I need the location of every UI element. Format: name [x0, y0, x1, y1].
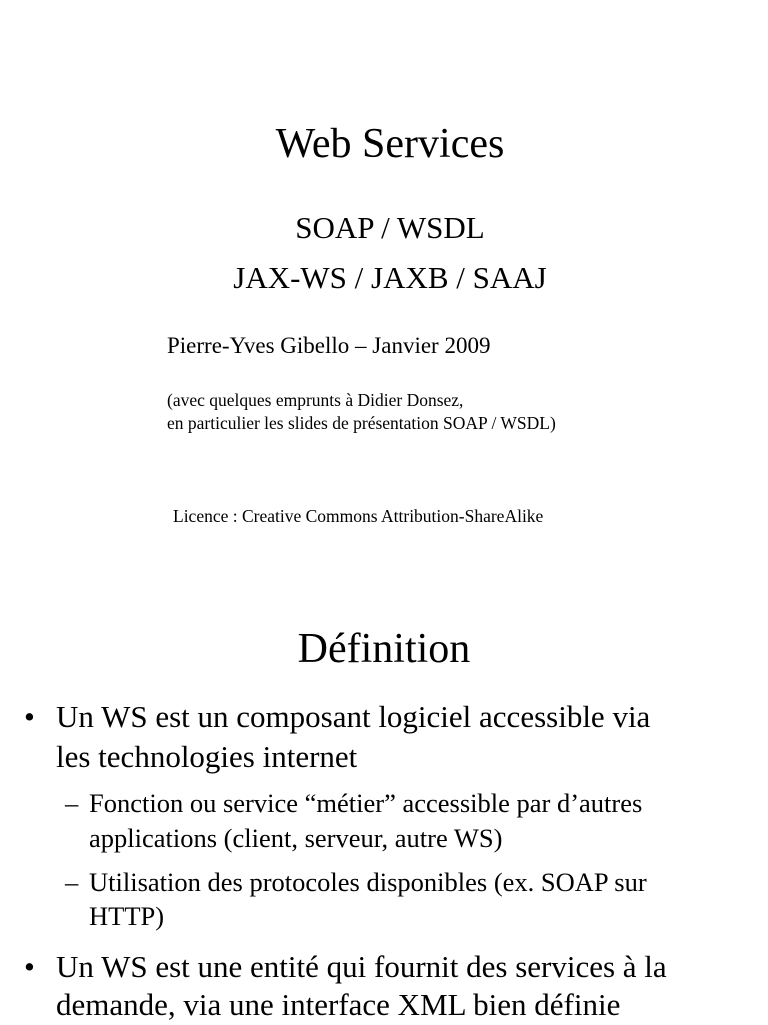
bullet-line: demande, via une interface XML bien définie	[56, 987, 621, 1022]
definition-title: Définition	[297, 626, 471, 672]
credits-line-1: (avec quelques emprunts à Didier Donsez,	[167, 390, 464, 410]
sub-bullet-line: Utilisation des protocoles disponibles (ex. SOAP sur	[89, 867, 647, 897]
slide-title: Web Services	[275, 121, 505, 167]
author-line: Pierre-Yves Gibello – Janvier 2009	[167, 333, 491, 358]
bullet-line: les technologies internet	[56, 739, 358, 774]
subtitle-jax: JAX-WS / JAXB / SAAJ	[233, 260, 547, 295]
sub-bullet-line: applications (client, serveur, autre WS)	[89, 823, 503, 853]
bullet-dot: •	[24, 949, 35, 984]
bullet-line: Un WS est un composant logiciel accessible via	[56, 699, 651, 734]
subtitle-soap-wsdl: SOAP / WSDL	[295, 210, 485, 245]
bullet-dot: •	[24, 699, 35, 734]
sub-bullet-line: Fonction ou service “métier” accessible par d’autres	[89, 788, 643, 818]
dash-mark: –	[65, 867, 79, 897]
sub-bullet-line: HTTP)	[89, 901, 165, 931]
bullet-line: Un WS est une entité qui fournit des services à la	[56, 949, 667, 984]
licence-line: Licence : Creative Commons Attribution-ShareAlike	[173, 506, 544, 526]
credits-line-2: en particulier les slides de présentation SOAP / WSDL)	[167, 413, 556, 433]
dash-mark: –	[65, 788, 79, 818]
